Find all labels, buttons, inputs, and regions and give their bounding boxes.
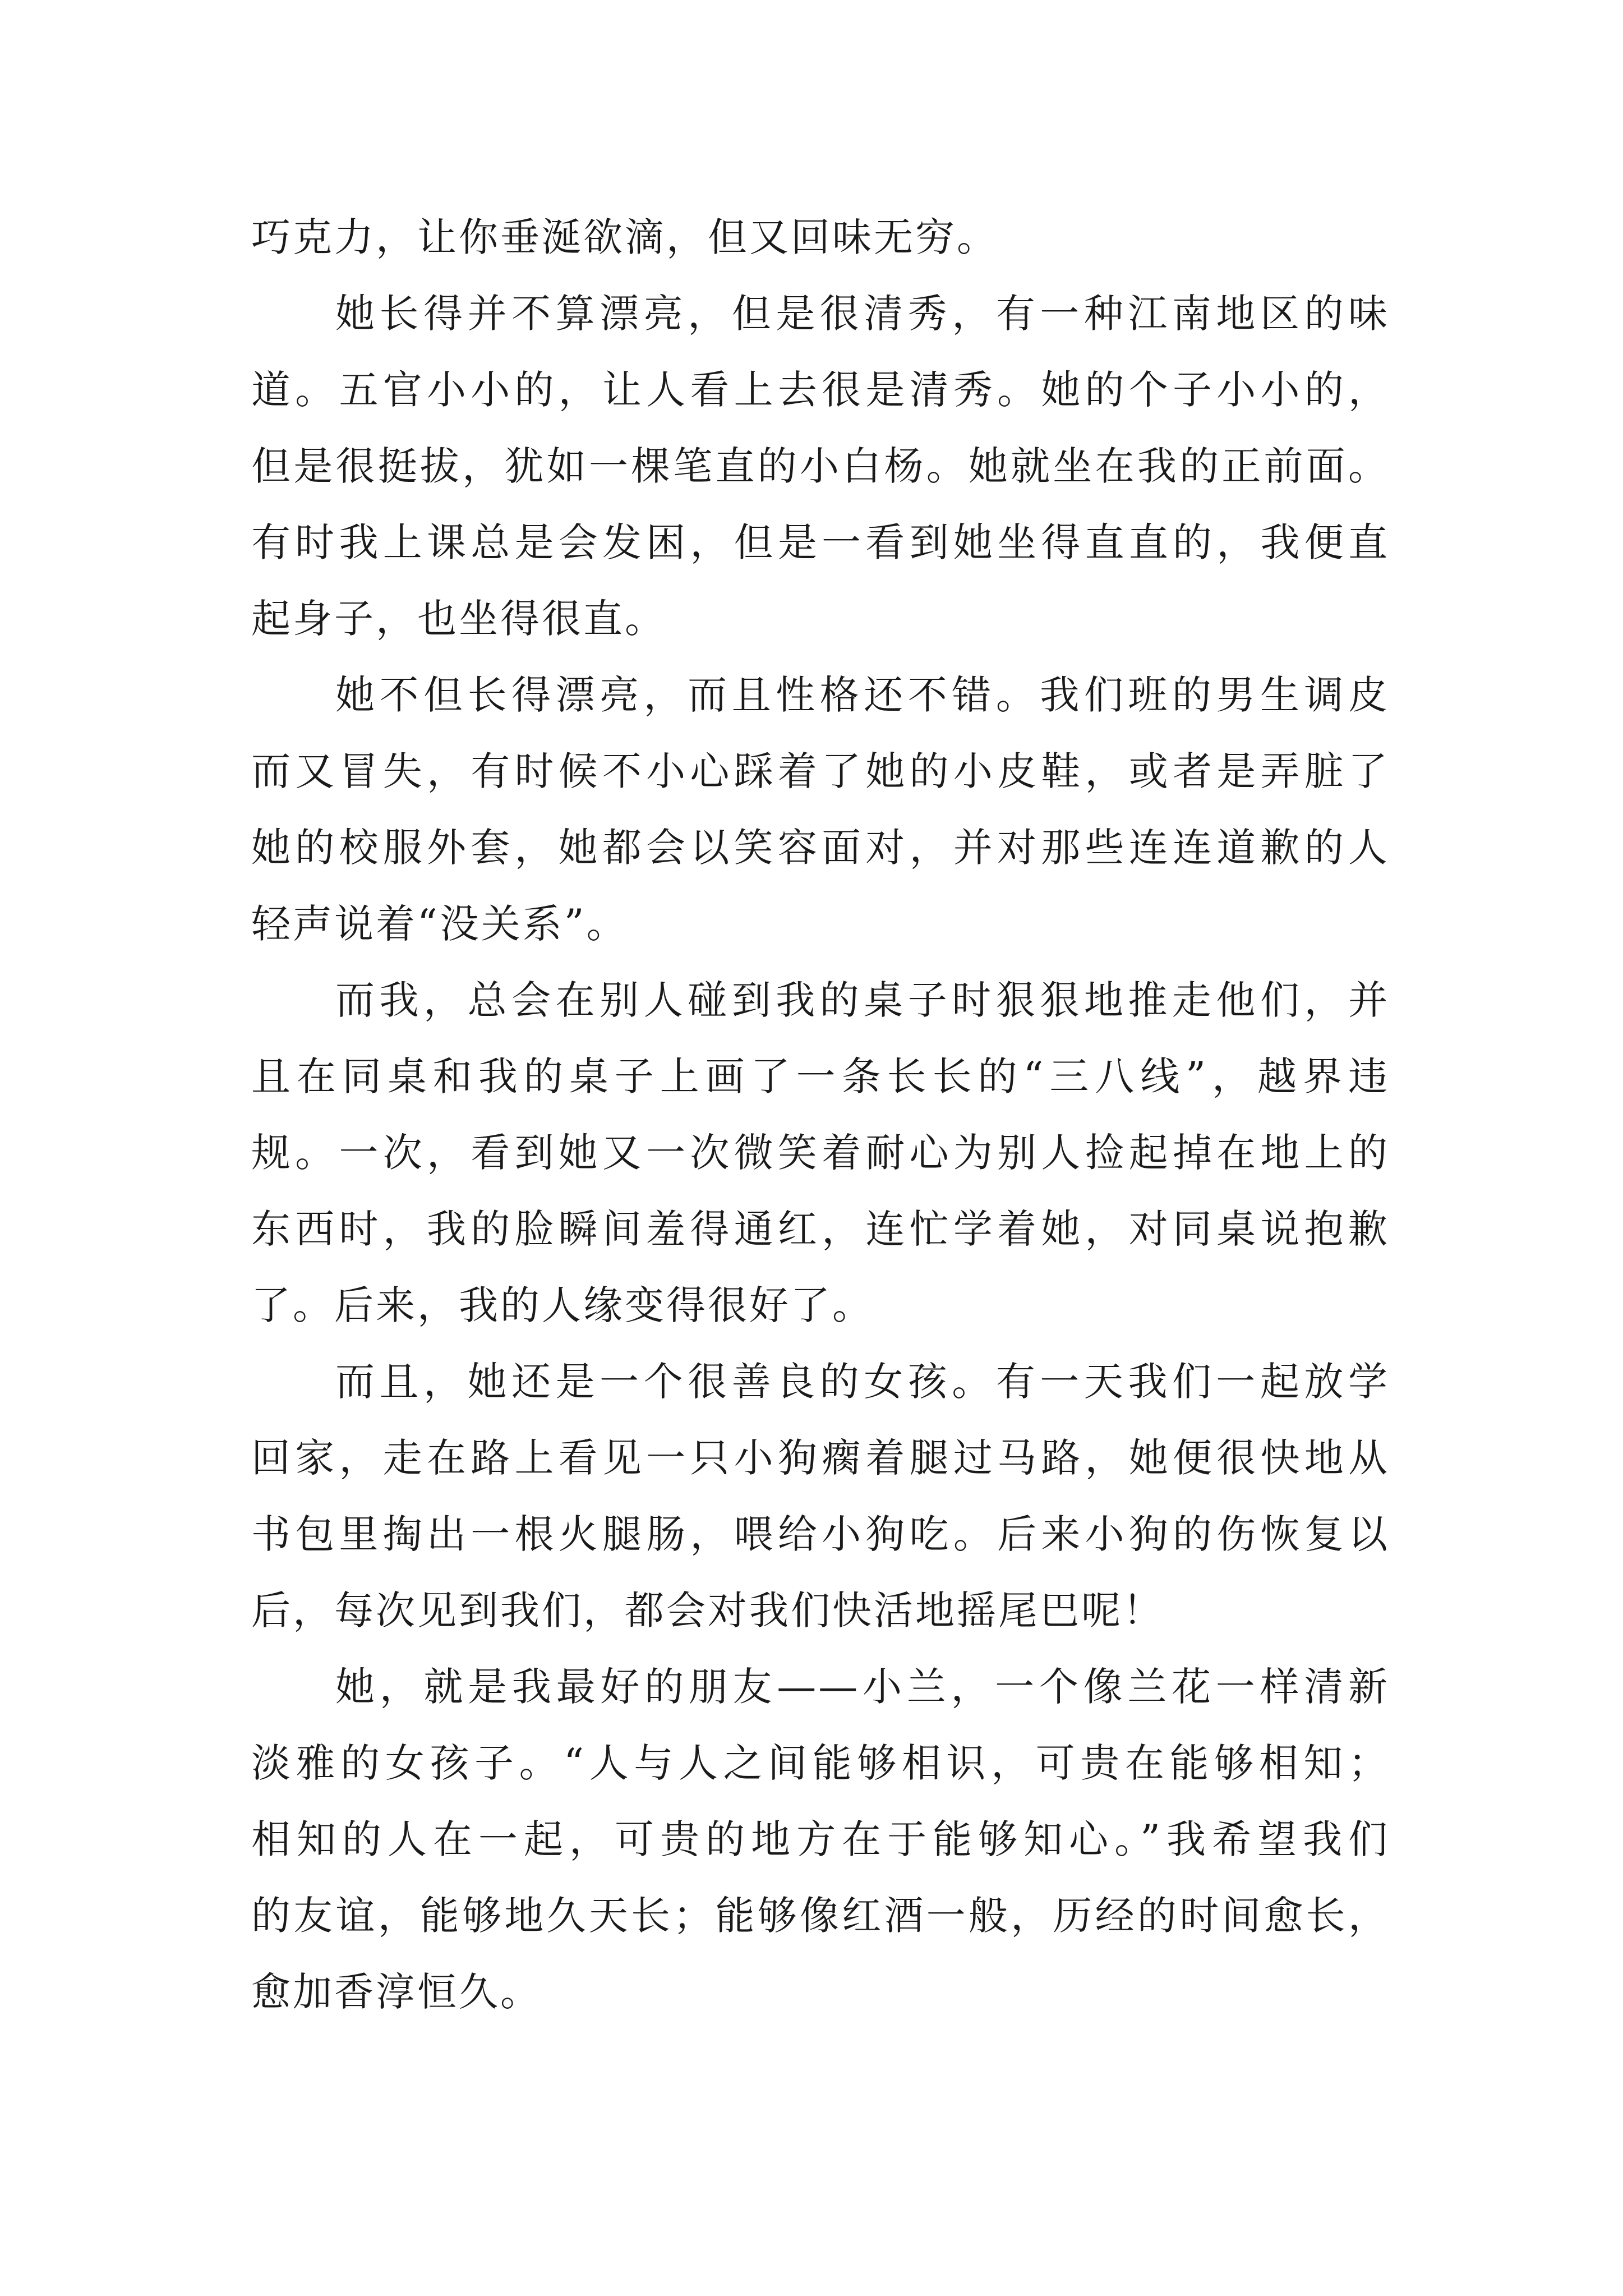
text-line: 轻声说着“没关系”。 xyxy=(251,901,628,947)
text-line: 她的校服外套，她都会以笑容面对，并对那些连连道歉的人 xyxy=(251,825,1390,871)
text-line: 了。后来，我的人缘变得很好了。 xyxy=(251,1282,874,1328)
text-line: 东西时，我的脸瞬间羞得通红，连忙学着她，对同桌说抱歉 xyxy=(251,1206,1390,1252)
essay-body xyxy=(251,199,1390,2030)
text-line: 回家，走在路上看见一只小狗瘸着腿过马路，她便很快地从 xyxy=(251,1435,1390,1481)
text-line: 巧克力，让你垂涎欲滴，但又回味无穷。 xyxy=(251,214,998,260)
paragraph-first-line: 而我，总会在别人碰到我的桌子时狠狠地推走他们，并 xyxy=(335,977,1390,1023)
text-line: 淡雅的女孩子。“人与人之间能够相识，可贵在能够相知； xyxy=(251,1740,1390,1786)
text-line: 后，每次见到我们，都会对我们快活地摇尾巴呢！ xyxy=(251,1588,1164,1634)
paragraph-first-line: 她，就是我最好的朋友——小兰，一个像兰花一样清新 xyxy=(335,1664,1390,1710)
text-line: 起身子，也坐得很直。 xyxy=(251,596,666,642)
paragraph-first-line: 而且，她还是一个很善良的女孩。有一天我们一起放学 xyxy=(335,1359,1390,1405)
paragraph-first-line: 她长得并不算漂亮，但是很清秀，有一种江南地区的味 xyxy=(335,291,1390,337)
text-line: 的友谊，能够地久天长；能够像红酒一般，历经的时间愈长， xyxy=(251,1893,1390,1939)
text-line: 有时我上课总是会发困，但是一看到她坐得直直的，我便直 xyxy=(251,519,1390,565)
text-line: 规。一次，看到她又一次微笑着耐心为别人捡起掉在地上的 xyxy=(251,1130,1390,1176)
text-line: 相知的人在一起，可贵的地方在于能够知心。”我希望我们 xyxy=(251,1816,1390,1862)
text-line: 但是很挺拔，犹如一棵笔直的小白杨。她就坐在我的正前面。 xyxy=(251,443,1390,489)
text-line: 道。五官小小的，让人看上去很是清秀。她的个子小小的， xyxy=(251,367,1390,413)
text-line: 愈加香淳恒久。 xyxy=(251,1969,542,2015)
text-line: 且在同桌和我的桌子上画了一条长长的“三八线”，越界违 xyxy=(251,1053,1390,1099)
text-line: 而又冒失，有时候不小心踩着了她的小皮鞋，或者是弄脏了 xyxy=(251,748,1390,794)
paragraph-first-line: 她不但长得漂亮，而且性格还不错。我们班的男生调皮 xyxy=(335,672,1390,718)
text-line: 书包里掏出一根火腿肠，喂给小狗吃。后来小狗的伤恢复以 xyxy=(251,1511,1390,1557)
